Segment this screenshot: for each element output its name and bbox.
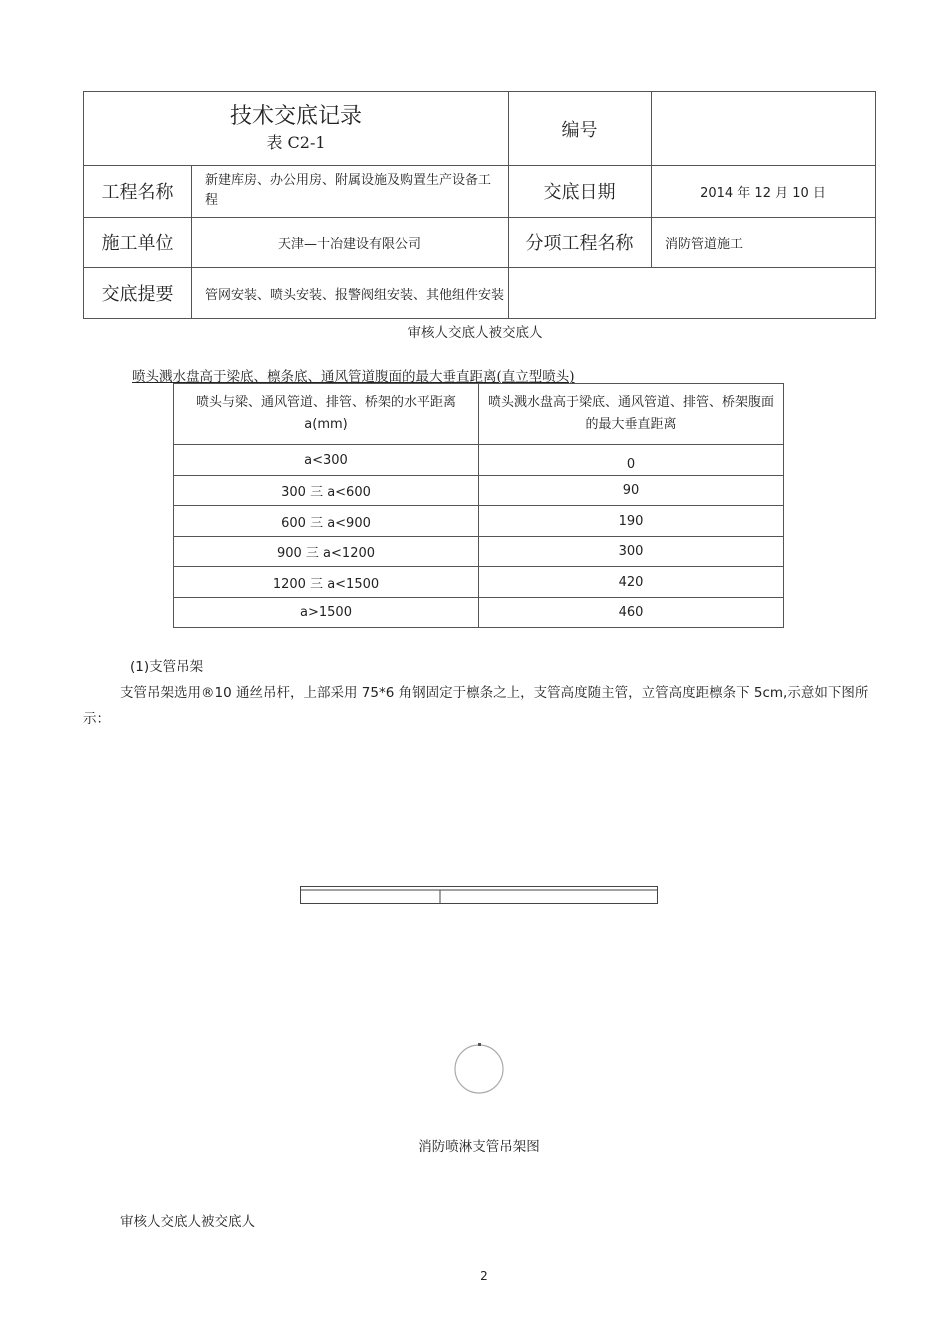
date-value: 2014 年 12 月 10 日	[700, 185, 826, 201]
table-header-row	[174, 384, 784, 445]
number-value	[651, 92, 875, 165]
summary-label: 交底提要	[101, 284, 174, 305]
table-row	[174, 567, 784, 598]
date-label: 交底日期	[543, 182, 616, 203]
title-cell	[84, 92, 508, 165]
range-cell: a<300	[174, 445, 479, 476]
number-label: 编号	[561, 119, 598, 141]
table-row	[174, 506, 784, 537]
range-cell: 300 三 a<600	[174, 476, 479, 506]
signature-line-top: 审核人交底人被交底人	[407, 325, 543, 341]
pipe-circle-diagram	[453, 1043, 505, 1095]
signature-line-bottom: 审核人交底人被交底人	[120, 1214, 255, 1230]
header-left: 喷头与梁、通风管道、排管、桥架的水平距离 a(mm)	[174, 384, 479, 445]
range-cell: a>1500	[174, 598, 479, 628]
project-value: 新建库房、办公用房、附属设施及购置生产设备工程	[205, 173, 492, 208]
header-right: 喷头溅水盘高于梁底、通风管道、排管、桥架腹面的最大垂直距离	[479, 384, 784, 445]
value-cell: 190	[479, 506, 784, 537]
table-row	[174, 445, 784, 476]
summary-value: 管网安装、喷头安装、报警阀组安装、其他组件安装	[205, 287, 505, 303]
figure-caption: 消防喷淋支管吊架图	[418, 1139, 540, 1155]
range-cell: 1200 三 a<1500	[174, 567, 479, 598]
section-text: 支管吊架选用®10 通丝吊杆，上部采用 75*6 角钢固定于檩条之上，支管高度随主管，立管高度距檩条下 5cm,示意如下图所示：	[83, 685, 869, 727]
section-heading: (1)支管吊架	[130, 659, 204, 675]
value-cell: 420	[479, 567, 784, 598]
page-number: 2	[480, 1269, 488, 1283]
project-label: 工程名称	[101, 182, 174, 203]
value-cell: 460	[479, 598, 784, 628]
table-caption: 喷头溅水盘高于梁底、檩条底、通风管道腹面的最大垂直距离(直立型喷头)	[132, 369, 575, 385]
value-cell: 300	[479, 537, 784, 567]
subproject-value: 消防管道施工	[665, 236, 744, 252]
subproject-label: 分项工程名称	[525, 233, 634, 254]
header-form	[83, 91, 876, 319]
table-row	[174, 537, 784, 567]
unit-label: 施工单位	[101, 233, 174, 254]
range-cell: 900 三 a<1200	[174, 537, 479, 567]
value-cell: 0	[479, 445, 784, 476]
form-title: 技术交底记录	[229, 103, 362, 129]
angle-steel-diagram	[300, 886, 658, 904]
form-subtitle: 表 C2-1	[266, 132, 326, 152]
table-row	[174, 476, 784, 506]
value-cell: 90	[479, 476, 784, 506]
range-cell: 600 三 a<900	[174, 506, 479, 537]
spec-table	[173, 383, 784, 628]
table-row	[174, 598, 784, 628]
unit-value: 天津—十冶建设有限公司	[277, 236, 421, 252]
